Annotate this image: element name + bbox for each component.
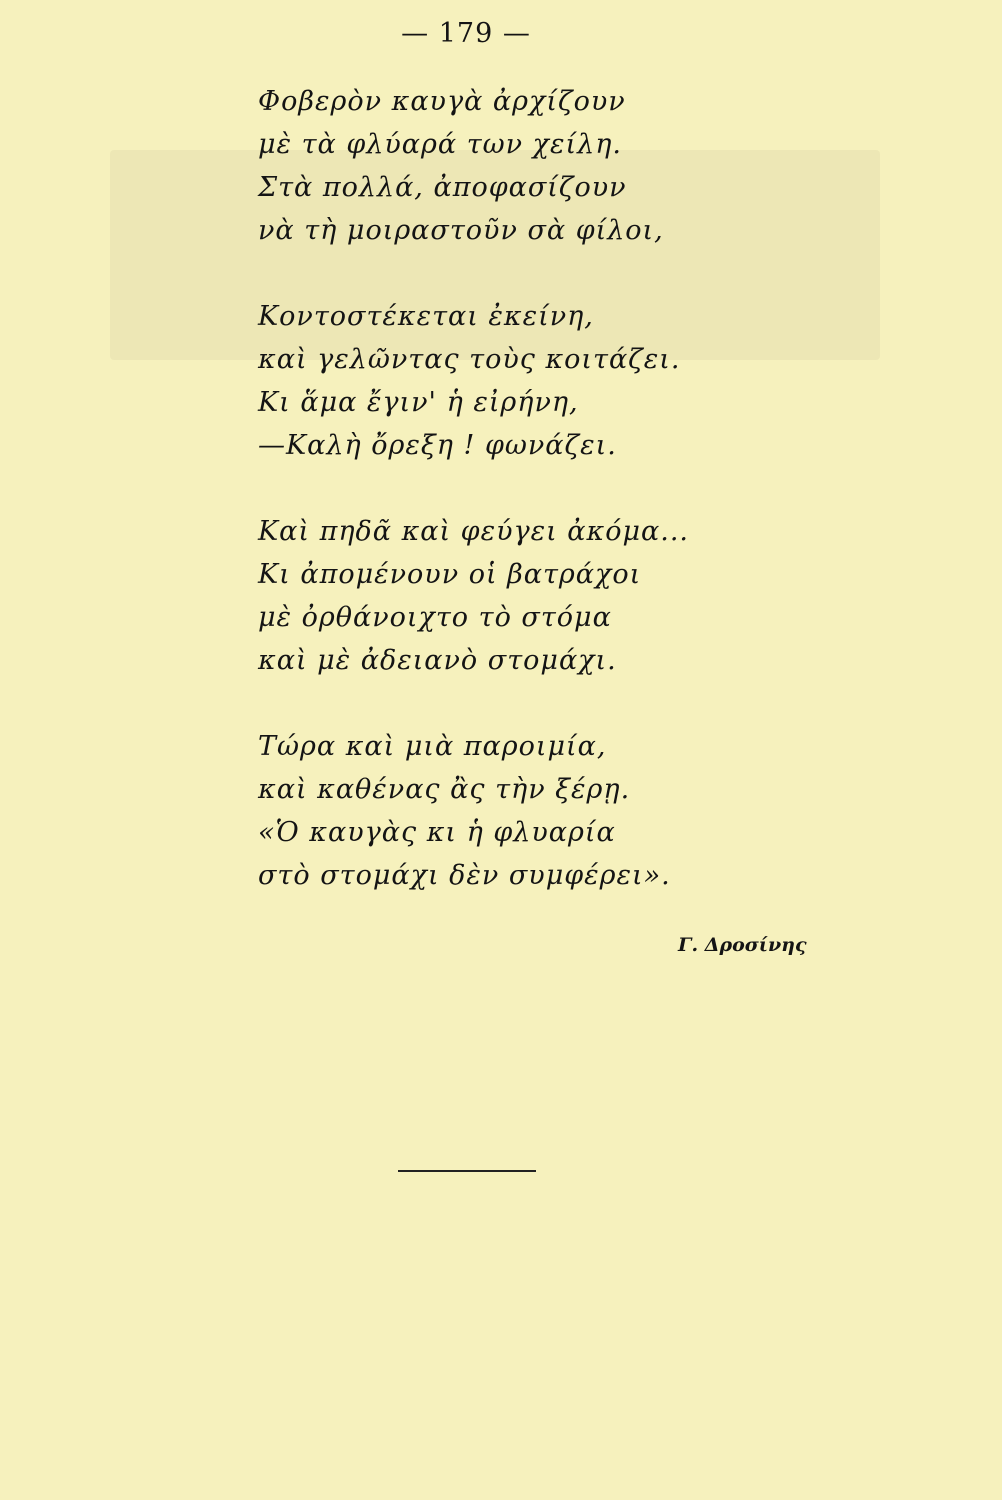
poem-line: καὶ μὲ ἀδειανὸ στομάχι. — [258, 645, 617, 676]
poem-line: καὶ γελῶντας τοὺς κοιτάζει. — [258, 344, 681, 375]
poem-line: —Καλὴ ὄρεξη ! φωνάζει. — [258, 430, 617, 461]
section-divider — [398, 1170, 536, 1172]
poem-line: Κι ἀπομένουν οἱ βατράχοι — [258, 559, 642, 590]
author-signature: Γ. Δροσίνης — [678, 934, 807, 956]
stanza-4 — [258, 725, 778, 897]
poem-line: Κοντοστέκεται ἐκείνη, — [258, 301, 594, 332]
poem-line: Τώρα καὶ μιὰ παροιμία, — [258, 731, 607, 762]
stanza-3 — [258, 510, 778, 682]
poem-line: Καὶ πηδᾶ καὶ φεύγει ἀκόμα... — [258, 516, 689, 547]
poem-line: «Ὁ καυγὰς κι ἡ φλυαρία — [258, 817, 616, 848]
poem-line: στὸ στομάχι δὲν συμφέρει». — [258, 860, 671, 891]
poem-line: νὰ τὴ μοιραστοῦν σὰ φίλοι, — [258, 215, 664, 246]
stanza-1 — [258, 80, 778, 252]
stanza-2 — [258, 295, 778, 467]
poem — [258, 80, 778, 940]
poem-line: Φοβερὸν καυγὰ ἀρχίζουν — [258, 86, 626, 117]
poem-line: μὲ ὀρθάνοιχτο τὸ στόμα — [258, 602, 612, 633]
poem-line: Κι ἅμα ἔγιν' ἡ εἰρήνη, — [258, 387, 579, 418]
poem-line: Στὰ πολλά, ἀποφασίζουν — [258, 172, 627, 203]
page-number: — 179 — — [401, 18, 531, 49]
poem-line: μὲ τὰ φλύαρά των χείλη. — [258, 129, 622, 160]
poem-line: καὶ καθένας ἂς τὴν ξέρῃ. — [258, 774, 631, 805]
